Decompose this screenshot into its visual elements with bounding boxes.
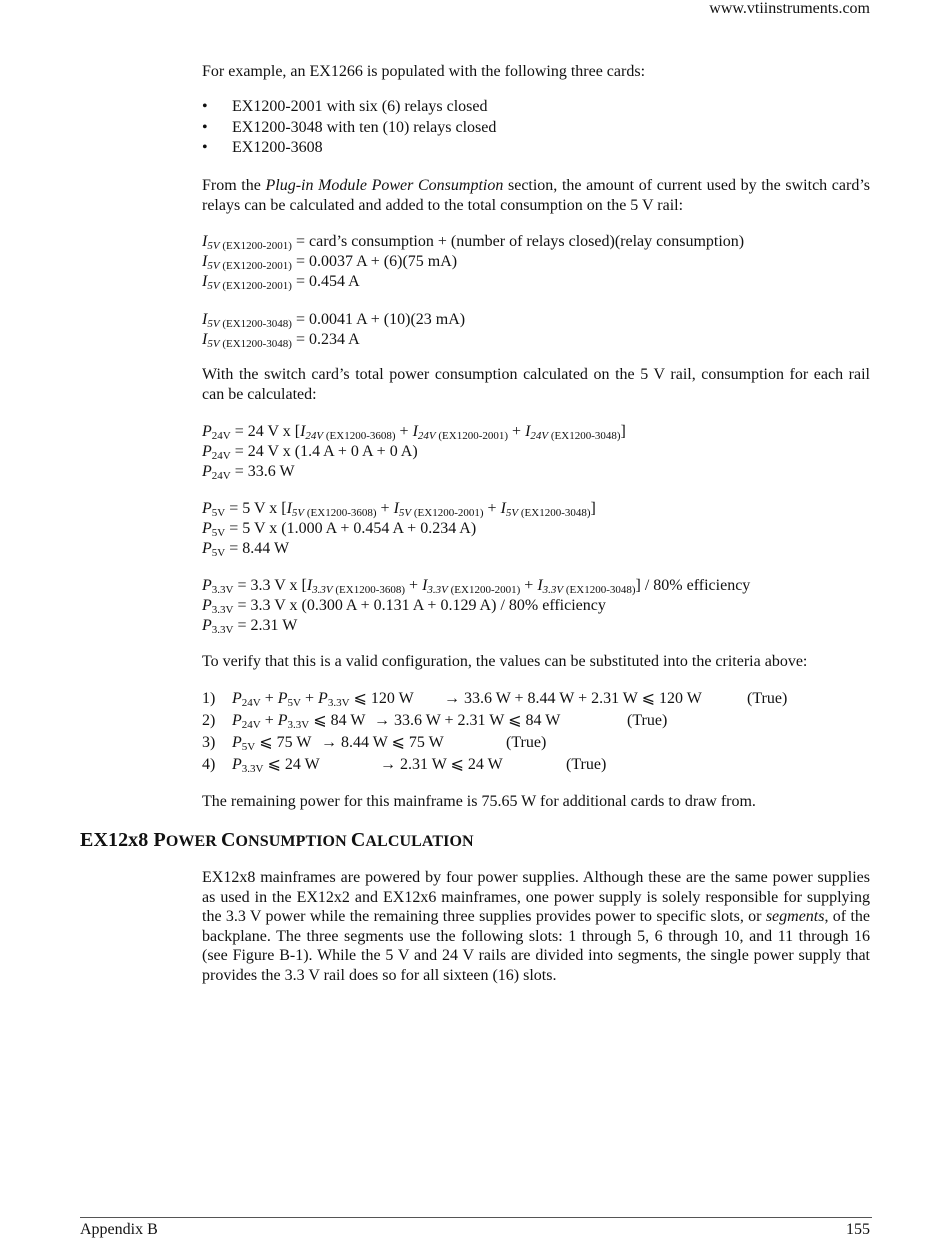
- footer-page-number: 155: [846, 1221, 870, 1238]
- criteria-item: 1) $P_{24V} + P_{5V} + P_{3.3V}$ ⩽ 120 W → 33.6 W + 8.44 W + 2.31 W ⩽ 120 W (True): [202, 690, 788, 709]
- footer-appendix: Appendix B: [80, 1221, 158, 1238]
- intro-paragraph: For example, an EX1266 is populated with the following three cards:: [202, 63, 646, 80]
- equation-line: $I_{5V (EX1200-2001)} = 0.454$ A: [202, 273, 360, 292]
- header-url: www.vtiinstruments.com: [709, 0, 870, 17]
- with-paragraph: With the switch card’s total power consumption calculated on the 5 V rail, consumption for each rail can be calculated:: [202, 366, 870, 403]
- p5v-equations: [202, 499, 870, 559]
- criteria-item: 3) $P_{5V}$ ⩽ 75 W → 8.44 W ⩽ 75 W (True): [202, 734, 547, 753]
- footer-divider: [80, 1217, 872, 1218]
- verify-paragraph: To verify that this is a valid configuration, the values can be substituted into the criteria above:: [202, 653, 808, 670]
- criteria-list: [202, 688, 870, 776]
- p33v-equations: [202, 576, 870, 636]
- equation-line: $I_{5V (EX1200-3048)} = 0.234$ A: [202, 331, 360, 350]
- from-paragraph: From the Plug-in Module Power Consumption section, the amount of current used by the switch card’s relays can be calculated and added to the total consumption on the 5 V rail:: [202, 177, 871, 214]
- equation-line: $I_{5V (EX1200-2001)} = 0.0037$ A + (6)(75 mA): [202, 253, 458, 272]
- list-item: • EX1200-3048 with ten (10) relays closed: [202, 118, 497, 136]
- card-list: [202, 97, 496, 159]
- equation-line: $P_{5V} = 5$ V x $[I_{5V (EX1200-3608)} + I_{5V (EX1200-2001)} + I_{5V (EX1200-3048)}]$: [202, 500, 596, 519]
- section-paragraph: EX12x8 mainframes are powered by four power supplies. Although these are the same power supplies as used in the EX12x2 and EX12x6 mainframes, one power supply is solely responsible for supplying the 3.3 V power while the remaining three supplies provides power to specific slots, or segments, of the backplane. The three segments use the following slots: 1 through 5, 6 through 10, and 11 through 16 (see Figure B-1). While the 5 V and 24 V rails are divided into segments, the single power supply that provides the 3.3 V rail does so for all sixteen (16) slots.: [202, 869, 871, 984]
- equation-line: $P_{5V} = 5$ V x (1.000 A + 0.454 A + 0.234 A): [202, 520, 477, 539]
- i5v-2001-equations: [202, 232, 870, 292]
- remaining-paragraph: The remaining power for this mainframe is 75.65 W for additional cards to draw from.: [202, 793, 756, 810]
- equation-line: $I_{5V (EX1200-3048)} = 0.0041$ A + (10)(23 mA): [202, 311, 466, 330]
- list-item: • EX1200-3608: [202, 139, 323, 156]
- equation-line: $P_{3.3V} = 3.3$ V x $[I_{3.3V (EX1200-3608)} + I_{3.3V (EX1200-2001)} + I_{3.3V (EX1200-3048)}] / 80\%$ efficiency: [202, 577, 751, 596]
- list-item: • EX1200-2001 with six (6) relays closed: [202, 98, 488, 115]
- criteria-item: 4) $P_{3.3V}$ ⩽ 24 W → 2.31 W ⩽ 24 W (True): [202, 756, 607, 775]
- equation-line: $P_{24V} = 33.6$ W: [202, 463, 295, 482]
- equation-line: $P_{24V} = 24$ V x $[I_{24V (EX1200-3608)} + I_{24V (EX1200-2001)} + I_{24V (EX1200-3048)}]$: [202, 423, 626, 442]
- equation-line: $I_{5V (EX1200-2001)}$ = card’s consumption + (number of relays closed)(relay consumption): [202, 233, 745, 252]
- criteria-item: 2) $P_{24V} + P_{3.3V}$ ⩽ 84 W → 33.6 W + 2.31 W ⩽ 84 W (True): [202, 712, 668, 731]
- equation-line: $P_{24V} = 24$ V x (1.4 A + 0 A + 0 A): [202, 443, 418, 462]
- i5v-3048-equations: [202, 310, 870, 350]
- equation-line: $P_{5V} = 8.44$ W: [202, 540, 290, 559]
- section-heading: EX12x8 POWER CONSUMPTION CALCULATION: [80, 829, 474, 851]
- equation-line: $P_{3.3V} = 3.3$ V x (0.300 A + 0.131 A + 0.129 A) / 80% efficiency: [202, 597, 606, 616]
- p24v-equations: [202, 422, 870, 482]
- equation-line: $P_{3.3V} = 2.31$ W: [202, 617, 298, 636]
